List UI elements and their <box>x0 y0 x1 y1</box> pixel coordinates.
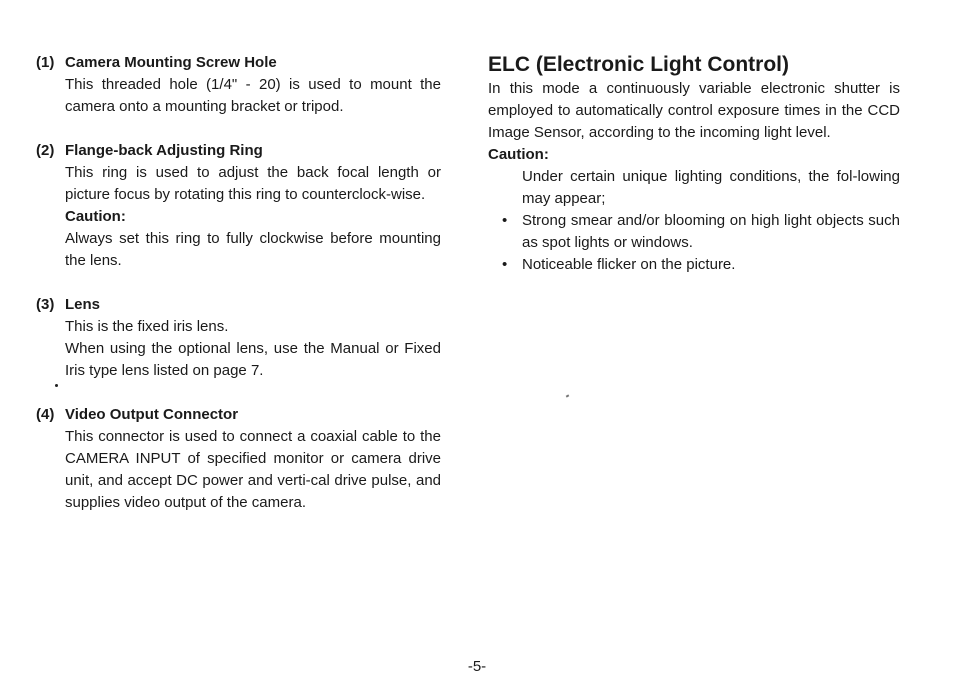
item-camera-mounting-screw-hole <box>36 52 441 118</box>
item-description: This ring is used to adjust the back focal length or picture focus by rotating this ring to counterclock-wise. <box>65 164 441 203</box>
caution-label: Caution: <box>65 208 126 225</box>
caution-bullet-list <box>488 210 900 276</box>
item-heading <box>36 294 441 316</box>
item-title: Camera Mounting Screw Hole <box>65 54 277 71</box>
item-video-output-connector <box>36 404 441 514</box>
section-body: In this mode a continuously variable electronic shutter is employed to automatically control exposure times in the CCD Image Sensor, according to the incoming light level. <box>488 80 900 141</box>
item-number: (3) <box>36 296 55 313</box>
caution-text: Always set this ring to fully clockwise before mounting the lens. <box>65 230 441 269</box>
item-heading <box>36 140 441 162</box>
item-heading <box>36 404 441 426</box>
section-title: ELC (Electronic Light Control) <box>488 53 789 76</box>
bullet-item <box>488 254 900 276</box>
item-lens <box>36 294 441 382</box>
item-title: Video Output Connector <box>65 406 239 423</box>
scan-speck <box>55 384 58 387</box>
bullet-icon: • <box>502 212 508 229</box>
item-number: (1) <box>36 54 55 71</box>
bullet-text: Noticeable flicker on the picture. <box>522 256 736 273</box>
item-description: This threaded hole (1/4" - 20) is used to mount the camera onto a mounting bracket or tripod. <box>65 76 441 115</box>
item-description: This is the fixed iris lens. <box>65 318 229 335</box>
left-column <box>36 52 441 514</box>
caution-label: Caution: <box>488 146 549 163</box>
bullet-text: Strong smear and/or blooming on high light objects such as spot lights or windows. <box>522 212 900 251</box>
item-number: (4) <box>36 406 55 423</box>
item-title: Flange-back Adjusting Ring <box>65 142 263 159</box>
page-number: -5- <box>467 658 487 675</box>
item-number: (2) <box>36 142 55 159</box>
scan-speck <box>566 394 570 397</box>
bullet-item <box>488 210 900 254</box>
right-column <box>488 52 900 276</box>
item-title: Lens <box>65 296 101 313</box>
item-description-2: When using the optional lens, use the Manual or Fixed Iris type lens listed on page 7. <box>65 340 441 379</box>
item-description: This connector is used to connect a coaxial cable to the CAMERA INPUT of specified monitor or camera drive unit, and accept DC power and verti-cal drive pulse, and supplies video output of the camera. <box>65 428 441 511</box>
item-heading <box>36 52 441 74</box>
caution-text: Under certain unique lighting conditions, the fol-lowing may appear; <box>522 168 900 207</box>
item-flange-back-adjusting-ring <box>36 140 441 272</box>
bullet-icon: • <box>502 256 508 273</box>
